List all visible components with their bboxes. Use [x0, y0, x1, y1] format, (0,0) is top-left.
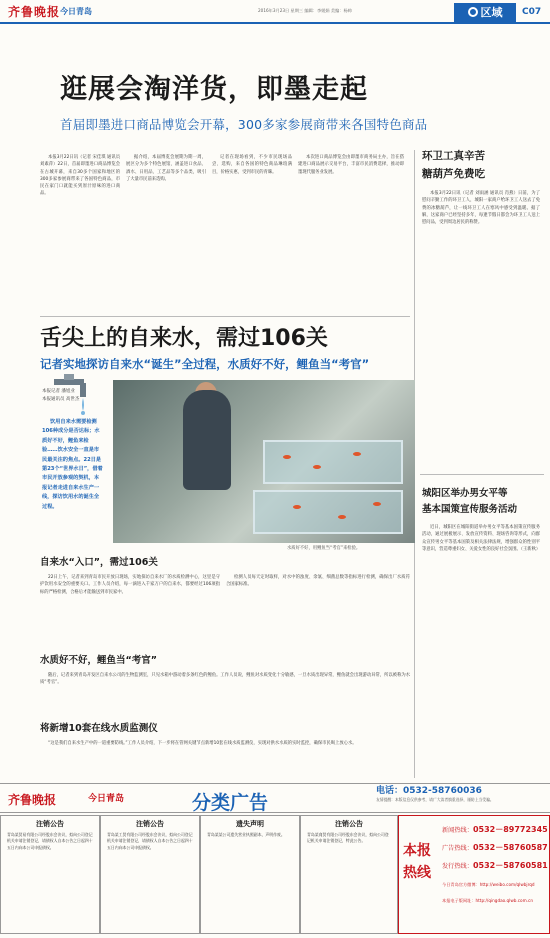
hotline-box [398, 815, 550, 934]
fish-icon [373, 502, 381, 506]
lead-column-2: 据介绍，本届博览会展期为期一周，展区分为多个特色展馆，涵盖进口食品、酒水、日用品、工艺品等多个品类，吸引了大量市民前来选购。 [126, 155, 206, 182]
fish-icon [293, 505, 301, 509]
fish-tank [253, 490, 403, 534]
weibo-url[interactable]: 今日青岛官方微博：http://weibo.com/qlwbjrqd [442, 882, 535, 887]
ad-logo: 齐鲁晚报 [8, 793, 57, 807]
fish-icon [313, 465, 321, 469]
side-body-2: 近日，城阳区在城阳街道举办男女平等基本国策宣传服务活动，通过展板展示、发放宣传资料、现场咨询等形式，向群众宣传男女平等基本国策及相关法律法规，增强群众的性别平等意识，营造尊重妇女、关爱女性的良好社会氛围。（王新秋） [422, 525, 540, 552]
hotline-label: 本报 热线 [403, 843, 431, 881]
fish-tank [263, 440, 403, 484]
section-label: 区域 [454, 3, 516, 22]
date-line: 2016年3月23日 星期三 编辑：李媛娟 美编：杨帅 [258, 8, 352, 13]
ad-phone: 电话：0532-58760036 [376, 786, 482, 796]
side-body-1: 本报3月22日讯（记者 刘雨涵 通讯员 肖燕）日前，为了慰问辛勤工作的环卫工人，城阳一家商户给环卫工人送去了免费的冰糖葫芦，让一线环卫工人在寒风中感受到温暖。据了解，这家商户已经坚持多年，每逢节假日都会为环卫工人送上慰问品，受到周边居民的称赞。 [422, 191, 540, 226]
side-headline-4: 基本国策宣传服务活动 [422, 504, 518, 515]
divider [40, 316, 410, 317]
lead-headline: 逛展会淘洋货，即墨走起 [60, 74, 368, 105]
body-3: “这是我们自来水生产中的一道重要防线。”工作人员介绍，下一步将在管网关键节点新增10套在线水质监测仪，实现对供水水质的实时监控，确保市民喝上放心水。 [48, 741, 357, 746]
ad-title: 分类广告 [192, 792, 269, 814]
subhead-2: 水质好不好，鲤鱼当“考官” [40, 655, 157, 666]
faucet-illustration [40, 371, 100, 417]
distribution-hotline: 发行热线：0532－58760581 [442, 861, 548, 870]
byline: 本报记者 潘旭业 本报通讯员 高世杰 [42, 389, 80, 402]
epaper-url[interactable]: 本报电子版网址：http://qingdao.qlwb.com.cn [442, 898, 533, 903]
subhead-3: 将新增10套在线水质监测仪 [40, 723, 158, 734]
ad-cell-3: 遗失声明 青岛某某公司遗失营业执照副本，声明作废。 [200, 815, 300, 934]
newspaper-logo: 齐鲁晚报 [8, 5, 61, 19]
body-1: 22日上午，记者来到青岛市民开放日现场，实地探访自来水厂的水质检测中心，这里是守护饮用水安全的重要关口。工作人员介绍，每一滴进入千家万户的自来水，都要经过106项指标的严格检测，合格后才能输送到市民家中。 [40, 575, 220, 595]
divider [420, 474, 544, 475]
ad-edition: 今日青岛 [88, 794, 125, 804]
ad-note: 友情提醒：本版信息仅供参考，请广大读者慎重选择，谨防上当受骗。 [376, 797, 494, 802]
lead-subheadline: 首届即墨进口商品博览会开幕，300多家参展商带来各国特色商品 [60, 117, 428, 132]
fish-icon [338, 515, 346, 519]
news-photo [113, 380, 415, 543]
side-headline-3: 城阳区举办男女平等 [422, 488, 508, 499]
body-1b: 检测人员每天定时取样，对水中的浊度、余氯、细菌总数等指标进行检测，确保出厂水质符合国家标准。 [226, 575, 410, 588]
lead-column-1: 本报3月22日讯（记者 宋佳琪 通讯员 刘素萍）22日，首届即墨进口商品博览会在古城开幕，来自30多个国家和地区的300多家参展商带来了各国特色商品，市民在家门口就能买到原汁原味的进口商品。 [40, 155, 120, 197]
photo-caption: 水质好不好，用鲤鱼当“考官”来检验。 [287, 546, 361, 551]
fish-icon [283, 455, 291, 459]
fish-icon [353, 452, 361, 456]
side-headline-1: 环卫工真辛苦 [422, 150, 485, 162]
page-header [0, 0, 550, 24]
edition-label: 今日青岛 [60, 7, 92, 16]
ad-cell-4: 注销公告 青岛某商贸有限公司经股东会决议，拟向公司登记机关申请注销登记，特此公告。 [300, 815, 398, 934]
tap-caption: 饮用自来水需要检测106种成分是否达标；水质好不好，鲤鱼来检验……饮水安全一直是市民最关注的焦点。22日是第23个“世界水日”，借着市民开放参观的契机，本报记者走进自来水生产一线，探访饮用水的诞生全过程。 [42, 419, 103, 510]
ad-cell-1: 注销公告 青岛某贸易有限公司经股东会决议，拟向公司登记机关申请注销登记，请债权人自本公告之日起四十五日内向本公司申报债权。 [0, 815, 100, 934]
side-headline-2: 糖葫芦免费吃 [422, 168, 485, 180]
circle-icon [468, 7, 478, 17]
lead-column-3: 记者在现场看到，不少市民现场品尝、选购，来自各国的特色商品琳琅满目，价格实惠，受到市民的青睐。 [212, 155, 292, 175]
second-headline: 舌尖上的自来水，需过106关 [40, 326, 328, 351]
person-figure [183, 390, 231, 490]
ad-hotline: 广告热线：0532－58760587 [442, 843, 548, 852]
page-number: C07 [522, 7, 542, 17]
second-subheadline: 记者实地探访自来水“诞生”全过程，水质好不好，鲤鱼当“考官” [40, 357, 370, 371]
news-hotline: 新闻热线：0532－89772345 [442, 825, 548, 834]
subhead-1: 自来水“入口”，需过106关 [40, 557, 158, 568]
body-2: 随后，记者来到青岛开发区自来水公司的生物监测室，只见水箱中游动着多条红色的鲤鱼。工作人员说，鲤鱼对水质变化十分敏感，一旦水质出现异常，鲤鱼就会出现游动异常，所以被称为水质“考官”。 [40, 673, 410, 686]
ad-cell-2: 注销公告 青岛某工贸有限公司经股东会决议，拟向公司登记机关申请注销登记，请债权人自本公告之日起四十五日内向本公司申报债权。 [100, 815, 200, 934]
lead-column-4: 本次进口商品博览会由即墨市商务局主办，旨在搭建进口商品展示交易平台，丰富市民消费选择，推动即墨现代服务业发展。 [298, 155, 404, 175]
